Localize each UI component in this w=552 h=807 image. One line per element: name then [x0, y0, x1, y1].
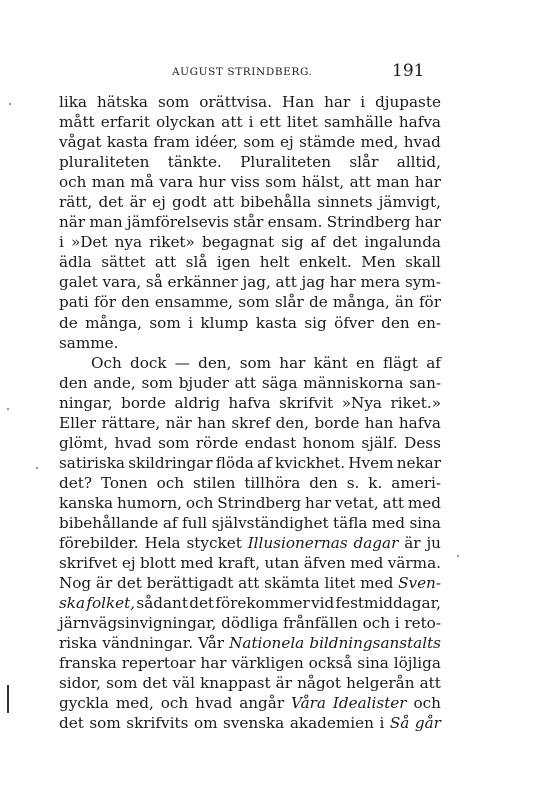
margin-mark — [7, 685, 9, 713]
page-number: 191 — [392, 61, 425, 81]
word: den — [121, 293, 150, 312]
word: Sven- — [398, 574, 441, 593]
text-line — [59, 513, 441, 533]
word: själf. — [361, 433, 398, 452]
word: har — [279, 353, 306, 372]
word: stycket — [186, 534, 242, 553]
word: Strindberg — [217, 493, 302, 512]
word: i — [248, 113, 254, 132]
word: helgerån — [346, 674, 415, 693]
word: och — [156, 473, 184, 492]
word: enkelt. — [299, 253, 352, 272]
text-line — [59, 353, 441, 373]
text-line — [59, 313, 441, 333]
word: om — [193, 714, 218, 733]
word: känt — [313, 353, 348, 372]
text-line — [59, 573, 441, 593]
word: Dess — [404, 433, 441, 452]
word: värma. — [387, 554, 441, 573]
scan-speck — [36, 467, 38, 469]
word: begagnat — [201, 233, 275, 252]
word: vara — [159, 173, 194, 192]
word: som — [141, 373, 173, 392]
word: mera — [360, 273, 401, 292]
word: som — [265, 173, 297, 192]
word: han — [197, 413, 226, 432]
text-line — [59, 453, 441, 473]
word: satiriska — [59, 453, 125, 472]
word: Så — [389, 714, 410, 733]
text-line — [59, 533, 441, 553]
word: täfla — [333, 513, 368, 532]
text-line — [59, 433, 441, 453]
word: af — [162, 513, 178, 532]
word: kanska — [59, 493, 114, 512]
word: jämvigt, — [378, 193, 441, 212]
word: nekar — [396, 453, 441, 472]
word: Nationela — [229, 634, 305, 653]
word: kvickhet. — [274, 453, 346, 472]
word: fram — [153, 133, 190, 152]
word: igen — [216, 253, 251, 272]
word: berättigadt — [146, 574, 234, 593]
word: som — [106, 674, 138, 693]
word: människorna — [303, 373, 404, 392]
word: Våra — [291, 694, 326, 713]
word: att — [419, 674, 441, 693]
word: ensamme, — [154, 293, 234, 312]
word: ska — [59, 594, 86, 613]
word: helt — [259, 253, 290, 272]
word: endast — [244, 433, 297, 452]
word: det — [189, 594, 215, 613]
word: har — [414, 173, 441, 192]
word: med, — [115, 694, 154, 713]
word: hvad — [195, 694, 233, 713]
word: de — [59, 313, 78, 332]
word: akademien — [289, 714, 374, 733]
word: vändningar. — [102, 634, 194, 653]
word: bildningsanstalts — [309, 634, 441, 653]
word: dödliga — [221, 614, 279, 633]
word: af — [257, 453, 272, 472]
word: äfven — [303, 554, 346, 573]
text-line — [59, 673, 441, 693]
word: förekommer — [215, 594, 310, 613]
word: med — [360, 574, 394, 593]
word: skildringar — [128, 453, 213, 472]
word: som — [239, 353, 272, 372]
word: svenska — [223, 714, 285, 733]
word: Illusionernas — [247, 534, 348, 553]
word: slår — [349, 153, 379, 172]
word: löjliga — [393, 654, 441, 673]
word: många, — [85, 313, 142, 332]
word: vågat — [59, 133, 102, 152]
word: vid — [311, 594, 335, 613]
text-line — [59, 413, 441, 433]
word: i — [188, 313, 193, 332]
text-line — [59, 92, 441, 112]
text-line — [59, 493, 441, 513]
word: humorn, — [117, 493, 182, 512]
word: att — [234, 373, 256, 392]
word: också — [308, 654, 353, 673]
text-line — [59, 132, 441, 152]
word: ingalunda — [364, 233, 441, 252]
word: samhälle — [323, 113, 393, 132]
text-line — [59, 633, 441, 653]
word: än — [394, 293, 414, 312]
word: är — [129, 193, 146, 212]
word: hätska — [96, 93, 148, 111]
word: djupaste — [375, 93, 441, 111]
word: och — [160, 694, 189, 713]
word: att — [212, 193, 235, 212]
word: en- — [417, 313, 441, 332]
word: står — [233, 213, 264, 232]
text-line — [59, 333, 441, 353]
word: aldrig — [174, 393, 220, 412]
scan-speck — [457, 555, 459, 557]
word: när — [165, 413, 192, 432]
word: ej — [280, 133, 294, 152]
word: hur — [198, 173, 226, 192]
word: idéer, — [195, 133, 239, 152]
word: skrifvet — [59, 554, 118, 573]
word: att — [154, 253, 177, 272]
word: jämförelsevis — [126, 213, 229, 232]
text-line — [59, 553, 441, 573]
word: skref — [231, 413, 271, 432]
text-line — [59, 152, 441, 172]
word: det — [59, 714, 84, 733]
word: ej — [121, 554, 136, 573]
word: san- — [409, 373, 441, 392]
word: kasta — [255, 313, 297, 332]
text-line — [59, 393, 441, 413]
word: erfarit — [100, 113, 150, 132]
text-line — [59, 292, 441, 312]
word: de — [308, 293, 328, 312]
word: af — [310, 233, 326, 252]
word: galet — [59, 273, 98, 292]
word: man — [89, 213, 123, 232]
word: knappast — [200, 674, 271, 693]
word: honom — [302, 433, 355, 452]
word: ningar, — [59, 393, 113, 412]
running-head: AUGUST STRINDBERG. — [172, 66, 313, 78]
word: värkligen — [231, 654, 304, 673]
text-line — [59, 593, 441, 613]
word: slå — [185, 253, 208, 272]
word: hvad — [114, 433, 152, 452]
word: viss — [230, 173, 260, 192]
word: en — [355, 353, 375, 372]
word: kraft, — [218, 554, 261, 573]
text-line — [59, 653, 441, 673]
word: riket» — [149, 233, 195, 252]
word: Hvem — [348, 453, 394, 472]
text-line — [59, 172, 441, 192]
word: för — [93, 293, 116, 312]
word: alltid, — [396, 153, 441, 172]
word: litet — [324, 574, 356, 593]
word: och — [413, 694, 441, 713]
text-line — [59, 212, 441, 232]
word: reto- — [404, 614, 441, 633]
word: skall — [405, 253, 441, 272]
scan-speck — [7, 408, 9, 410]
word: han — [364, 413, 394, 432]
word: godt — [171, 193, 207, 212]
word: har — [305, 493, 332, 512]
word: sinnets — [317, 193, 373, 212]
word: sina — [409, 513, 441, 532]
word: lika — [59, 93, 87, 111]
body-text — [59, 92, 441, 734]
word: att — [275, 273, 297, 292]
word: hafva — [398, 413, 441, 432]
word: är — [275, 674, 292, 693]
word: Han — [282, 93, 315, 111]
word: rörde — [195, 433, 239, 452]
word: självständighet — [211, 513, 329, 532]
word: flägt — [382, 353, 418, 372]
word: dagar — [353, 534, 399, 553]
word: må — [130, 173, 154, 192]
word: det — [332, 233, 358, 252]
word: sättet — [101, 253, 146, 272]
word: jag, — [242, 273, 271, 292]
word: vara, — [102, 273, 142, 292]
word: ju — [426, 534, 441, 553]
word: som — [243, 133, 275, 152]
word: bjuder — [178, 373, 229, 392]
word: något — [297, 674, 341, 693]
word: slår — [274, 293, 304, 312]
word: riket.» — [390, 393, 441, 412]
word: har — [324, 93, 351, 111]
word: har — [329, 273, 356, 292]
word: Idealister — [332, 694, 407, 713]
word: i — [394, 614, 400, 633]
word: det? — [59, 473, 92, 492]
word: som — [238, 293, 270, 312]
word: Men — [361, 253, 396, 272]
word: franska — [59, 654, 117, 673]
word: k. — [368, 473, 383, 492]
word: med, — [360, 133, 399, 152]
word: sig — [281, 233, 304, 252]
word: som — [158, 433, 190, 452]
word: »Det — [70, 233, 108, 252]
word: hvad — [403, 133, 441, 152]
word: flöda — [215, 453, 254, 472]
word: så — [145, 273, 163, 292]
word: folket, — [86, 594, 136, 613]
word: pati — [59, 293, 89, 312]
word: nya — [114, 233, 143, 252]
word: erkänner — [167, 273, 238, 292]
word: att — [349, 173, 371, 192]
word: tänkte. — [167, 153, 222, 172]
word: olyckan — [156, 113, 216, 132]
word: ett — [259, 113, 281, 132]
word: borde — [121, 393, 166, 412]
word: när — [59, 213, 86, 232]
word: riska — [59, 634, 98, 653]
word: ensam. — [267, 213, 323, 232]
word: s. — [346, 473, 360, 492]
word: Vår — [198, 634, 225, 653]
word: ej — [152, 193, 166, 212]
word: litet — [286, 113, 318, 132]
text-line — [59, 192, 441, 212]
word: Pluraliteten — [240, 153, 331, 172]
word: frånfällen — [282, 614, 358, 633]
word: sig — [304, 313, 327, 332]
word: angår — [239, 694, 285, 713]
word: den — [59, 373, 88, 392]
word: dock — [129, 353, 167, 372]
word: järnvägsinvigningar, — [59, 614, 217, 633]
word: hälst, — [301, 173, 345, 192]
word: öfver — [334, 313, 374, 332]
word: med — [350, 554, 384, 573]
word: som — [89, 714, 121, 733]
text-line — [59, 112, 441, 132]
word: stilen — [192, 473, 236, 492]
word: i — [59, 233, 64, 252]
word: att — [382, 493, 404, 512]
word: sidor, — [59, 674, 101, 693]
word: af — [426, 353, 441, 372]
word: med — [180, 554, 214, 573]
word: Tonen — [100, 473, 148, 492]
word: är — [404, 534, 421, 553]
word: väl — [172, 674, 195, 693]
word: mått — [59, 113, 95, 132]
word: är — [95, 574, 113, 593]
word: säga — [261, 373, 298, 392]
word: den — [381, 313, 410, 332]
word: sådant — [136, 594, 188, 613]
word: vetat, — [335, 493, 379, 512]
word: sym- — [404, 273, 441, 292]
word: repertoar — [121, 654, 196, 673]
word: den — [309, 473, 338, 492]
word: man — [376, 173, 410, 192]
word: som — [149, 313, 181, 332]
word: för — [418, 293, 441, 312]
text-line — [59, 693, 441, 713]
text-line — [59, 613, 441, 633]
word: »Nya — [341, 393, 382, 412]
word: hafva — [228, 393, 271, 412]
word: — — [174, 353, 190, 372]
word: förebilder. — [59, 534, 139, 553]
word: det — [117, 574, 142, 593]
word: och — [362, 614, 390, 633]
word: har — [414, 213, 441, 232]
word: att — [221, 113, 243, 132]
word: samme. — [59, 333, 119, 352]
word: Nog — [59, 574, 92, 593]
word: i — [360, 93, 366, 111]
word: borde — [314, 413, 360, 432]
word: Hela — [144, 534, 181, 553]
word: Strindberg — [326, 213, 411, 232]
word: hafva — [398, 113, 441, 132]
word: Och — [91, 353, 122, 372]
word: Eller — [59, 413, 97, 432]
word: stämde — [299, 133, 356, 152]
word: bibehålla — [240, 193, 312, 212]
word: rättare, — [101, 413, 161, 432]
word: bibehållande — [59, 513, 159, 532]
text-line — [59, 232, 441, 252]
word: rätt, — [59, 193, 93, 212]
text-line — [59, 373, 441, 393]
word: pluraliteten — [59, 153, 150, 172]
word: gyckla — [59, 694, 109, 713]
word: det — [98, 193, 124, 212]
word: att — [238, 574, 260, 593]
word: många, — [332, 293, 390, 312]
word: skrifvits — [126, 714, 189, 733]
text-line — [59, 252, 441, 272]
word: jag — [301, 273, 326, 292]
word: det — [142, 674, 168, 693]
word: med — [371, 513, 405, 532]
word: och — [185, 493, 214, 512]
word: glömt, — [59, 433, 109, 452]
word: ädla — [59, 253, 92, 272]
word: festmiddagar, — [335, 594, 441, 613]
word: den, — [275, 413, 309, 432]
word: full — [182, 513, 208, 532]
word: skrifvit — [278, 393, 334, 412]
word: går — [414, 714, 441, 733]
word: som — [157, 93, 190, 111]
word: med — [407, 493, 441, 512]
word: orättvisa. — [199, 93, 273, 111]
text-line — [59, 713, 441, 733]
scan-speck — [9, 103, 11, 105]
word: i — [379, 714, 385, 733]
text-line — [59, 473, 441, 493]
word: klump — [200, 313, 249, 332]
word: kasta — [106, 133, 149, 152]
word: tillhöra — [244, 473, 301, 492]
word: skämta — [264, 574, 320, 593]
word: utan — [264, 554, 300, 573]
word: och — [59, 173, 87, 192]
word: sina — [357, 654, 389, 673]
word: den, — [198, 353, 232, 372]
word: ameri- — [391, 473, 441, 492]
word: blott — [140, 554, 176, 573]
word: man — [91, 173, 126, 192]
text-line — [59, 272, 441, 292]
word: har — [200, 654, 227, 673]
word: ande, — [93, 373, 136, 392]
